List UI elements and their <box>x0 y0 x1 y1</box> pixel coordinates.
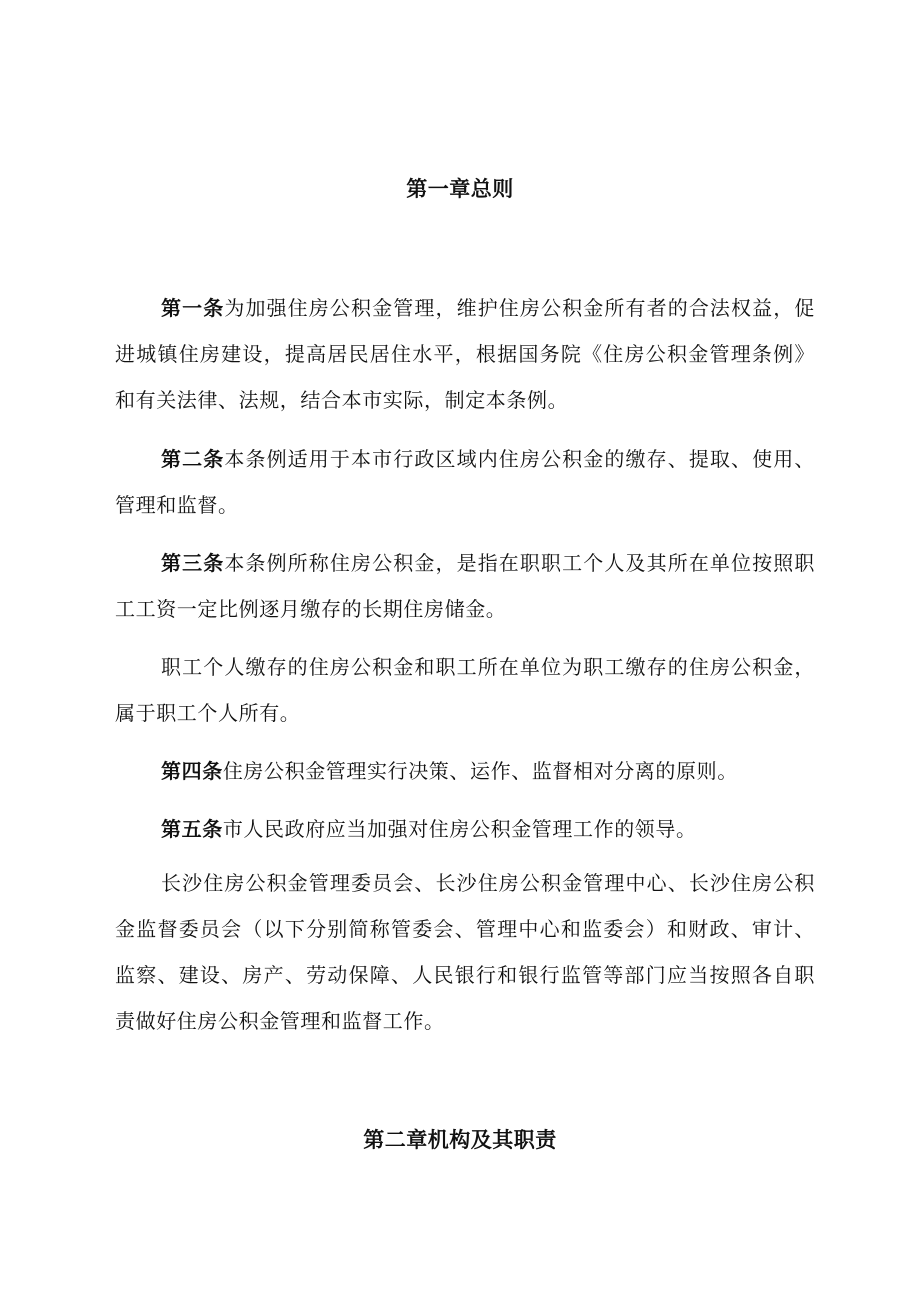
article-3-text: 本条例所称住房公积金，是指在职职工个人及其所在单位按照职工工资一定比例逐月缴存的长期住房储金。 <box>115 551 815 621</box>
article-5-text: 市人民政府应当加强对住房公积金管理工作的领导。 <box>222 817 697 841</box>
article-4-number: 第四条 <box>161 759 223 783</box>
article-2 <box>115 436 815 528</box>
chapter-1-title: 第一章总则 <box>406 177 514 201</box>
article-1 <box>115 285 815 423</box>
article-5 <box>115 806 815 852</box>
article-1-text: 为加强住房公积金管理，维护住房公积金所有者的合法权益，促进城镇住房建设，提高居民居住水平，根据国务院《住房公积金管理条例》和有关法律、法规，结合本市实际，制定本条例。 <box>115 296 815 412</box>
article-2-text: 本条例适用于本市行政区域内住房公积金的缴存、提取、使用、管理和监督。 <box>115 447 815 517</box>
article-3-number: 第三条 <box>161 551 225 575</box>
article-5-paragraph-2: 长沙住房公积金管理委员会、长沙住房公积金管理中心、长沙住房公积金监督委员会（以下分别简称管委会、管理中心和监委会）和财政、审计、监察、建设、房产、劳动保障、人民银行和银行监管等部门应当按照各自职责做好住房公积金管理和监督工作。 <box>115 871 815 1033</box>
article-4 <box>115 748 815 794</box>
article-3-paragraph-2: 职工个人缴存的住房公积金和职工所在单位为职工缴存的住房公积金，属于职工个人所有。 <box>115 655 815 725</box>
article-3 <box>115 540 815 632</box>
article-2-number: 第二条 <box>161 447 225 471</box>
chapter-2-title: 第二章机构及其职责 <box>363 1128 557 1152</box>
article-5-number: 第五条 <box>161 817 223 841</box>
article-4-text: 住房公积金管理实行决策、运作、监督相对分离的原则。 <box>222 759 738 783</box>
article-1-number: 第一条 <box>161 296 225 320</box>
